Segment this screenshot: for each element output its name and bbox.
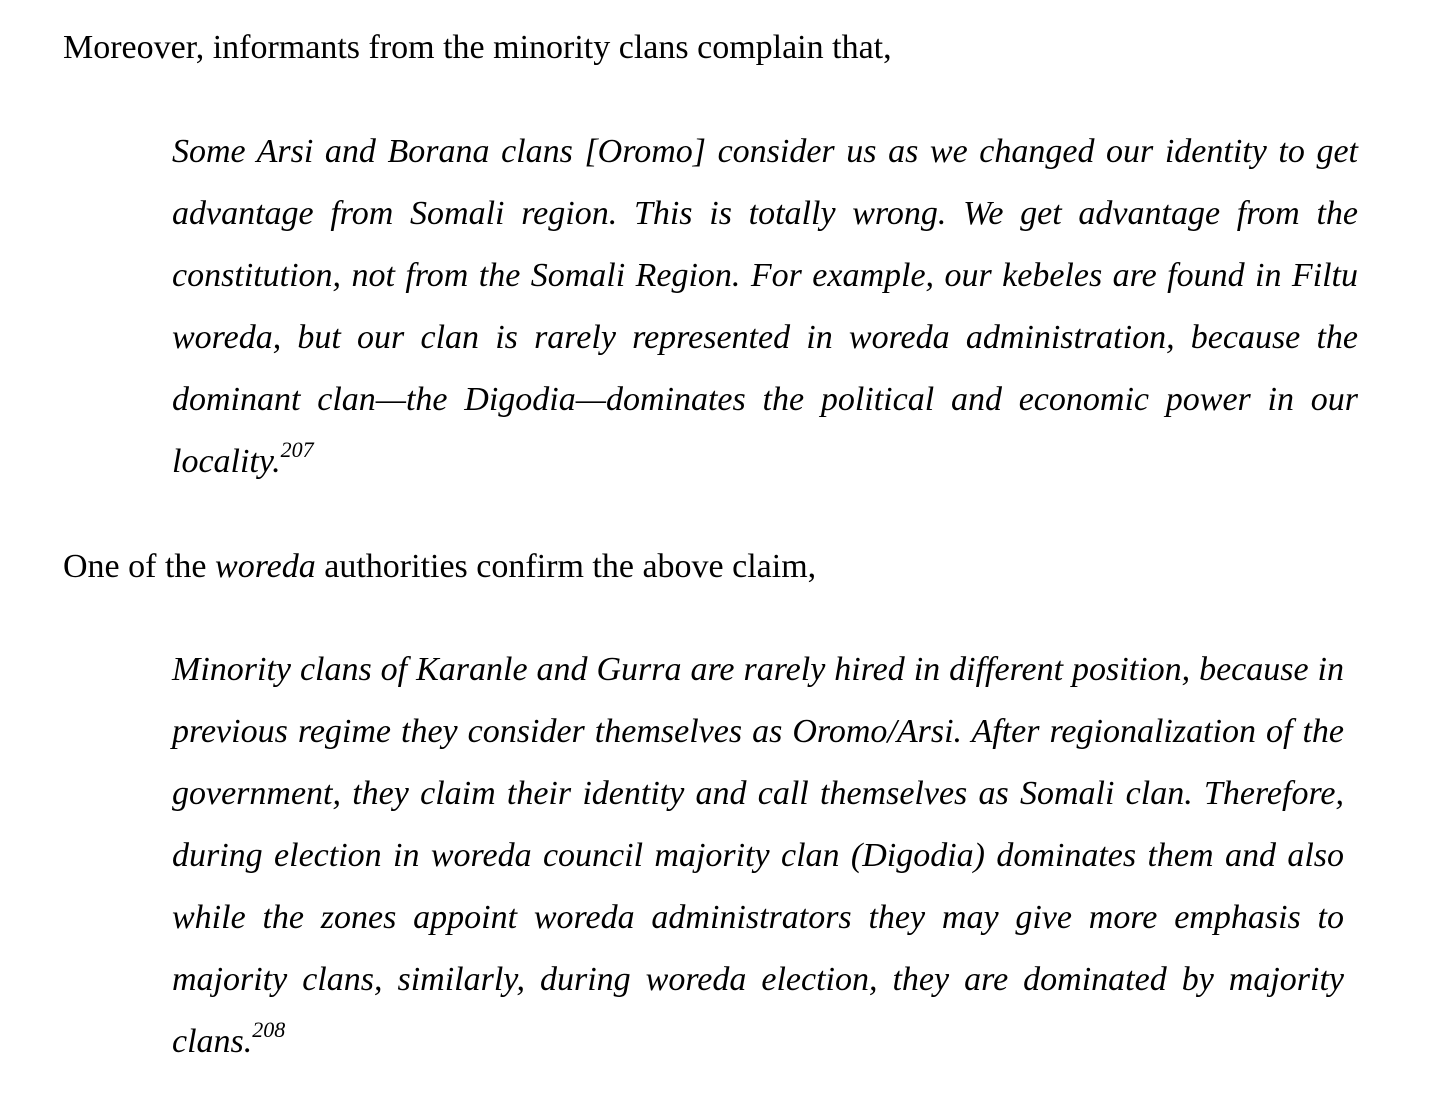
lead-in-paragraph: [63, 547, 816, 587]
footnote-reference: 208: [252, 1017, 286, 1042]
lead-in-text-after: authorities confirm the above claim,: [315, 548, 817, 585]
lead-in-text-before: One of the: [63, 548, 216, 585]
footnote-reference: 207: [280, 437, 314, 462]
block-quote-authorities: [172, 639, 1344, 1073]
block-quote-informants: [172, 121, 1358, 493]
quote-text: Minority clans of Karanle and Gurra are rarely hired in different position, because in previous regime they consider themselves as Oromo/Arsi. After regionalization of the government, they claim their identity and call themselves as Somali clan. Therefore, during election in woreda council majority clan (Digodia) dominates them and also while the zones appoint woreda administrators they may give more emphasis to majority clans, similarly, during woreda election, they are dominated by majority clans.: [172, 651, 1344, 1060]
quote-text: Some Arsi and Borana clans [Oromo] consider us as we changed our identity to get advantage from Somali region. This is totally wrong. We get advantage from the constitution, not from the Somali Region. For example, our kebeles are found in Filtu woreda, but our clan is rarely represented in woreda administration, because the dominant clan—the Digodia—dominates the political and economic power in our locality.: [172, 133, 1358, 480]
intro-paragraph: Moreover, informants from the minority clans complain that,: [63, 29, 892, 66]
emphasized-term: woreda: [215, 548, 316, 585]
